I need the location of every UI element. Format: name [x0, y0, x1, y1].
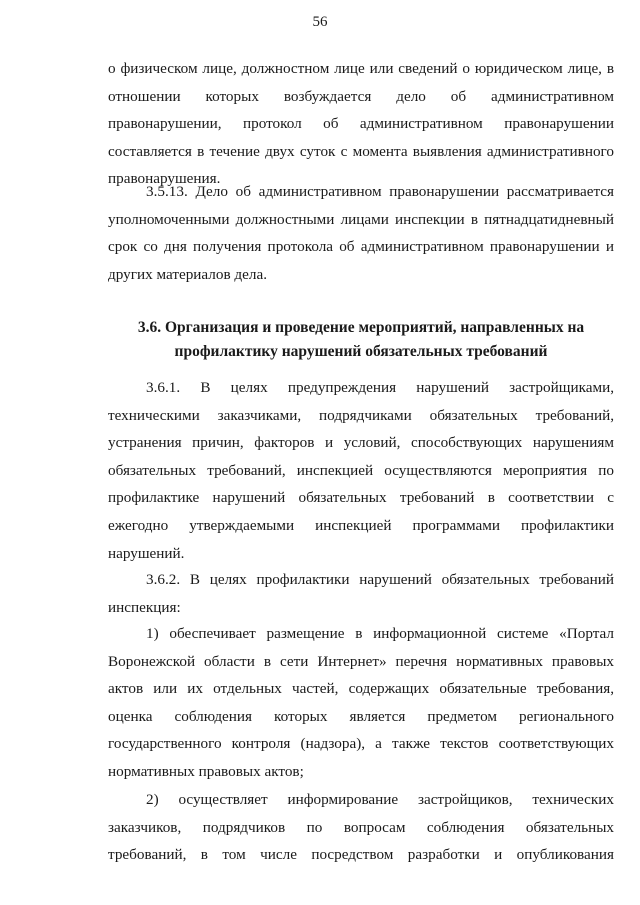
section-heading — [108, 316, 614, 364]
heading-line: профилактику нарушений обязательных требований — [174, 343, 548, 360]
text-line: составляется в течение двух суток с момента выявления административного — [108, 142, 614, 160]
text-line: отношении которых возбуждается дело об административном — [108, 87, 614, 105]
text-line: инспекция: — [108, 598, 181, 616]
text-line: 3.5.13. Дело об административном правонарушении рассматривается — [146, 183, 614, 200]
text-line: других материалов дела. — [108, 265, 268, 283]
heading-line: 3.6. Организация и проведение мероприятий, направленных на — [137, 319, 585, 336]
text-line: правонарушении, протокол об административном правонарушении — [108, 115, 614, 133]
text-line: 1) обеспечивает размещение в информационной системе «Портал — [146, 625, 614, 642]
paragraph-3-6-1 — [108, 374, 614, 567]
text-line: оценка соблюдения которых является предметом регионального — [108, 707, 614, 725]
text-line: Воронежской области в сети Интернет» перечня нормативных правовых — [108, 652, 614, 670]
paragraph-3-5-13 — [108, 178, 614, 288]
text-line: 3.6.2. В целях профилактики нарушений обязательных требований — [146, 571, 614, 588]
paragraph-3-6-2 — [108, 566, 614, 621]
text-line: техническими заказчиками, подрядчиками обязательных требований, — [108, 406, 614, 424]
text-line: государственного контроля (надзора), а также текстов соответствующих — [108, 735, 614, 753]
text-line: устранения причин, факторов и условий, способствующих нарушениям — [108, 434, 614, 452]
text-line: актов или их отдельных частей, содержащих обязательные требования, — [108, 680, 614, 698]
text-line: нарушений. — [108, 544, 185, 562]
text-line: 2) осуществляет информирование застройщиков, технических — [146, 791, 614, 808]
text-line: ежегодно утверждаемыми инспекцией программами профилактики — [108, 516, 614, 534]
text-line: 3.6.1. В целях предупреждения нарушений застройщиками, — [146, 379, 614, 396]
text-line: правонарушения. — [108, 170, 221, 188]
list-item-1 — [108, 620, 614, 786]
text-line: профилактике нарушений обязательных требований в соответствии с — [108, 489, 614, 507]
page-number: 56 — [312, 14, 328, 30]
text-line: нормативных правовых актов; — [108, 762, 304, 780]
text-line: заказчиков, подрядчиков по вопросам соблюдения обязательных — [108, 818, 614, 836]
paragraph-continuation — [108, 55, 614, 193]
text-line: о физическом лице, должностном лице или сведений о юридическом лице, в — [108, 60, 614, 77]
text-line: обязательных требований, инспекцией осуществляются мероприятия по — [108, 461, 614, 479]
text-line: требований, в том числе посредством разработки и опубликования — [108, 846, 614, 864]
text-line: срок со дня получения протокола об административном правонарушении и — [108, 238, 614, 256]
text-line: уполномоченными должностными лицами инспекции в пятнадцатидневный — [108, 210, 614, 228]
list-item-2 — [108, 786, 614, 869]
